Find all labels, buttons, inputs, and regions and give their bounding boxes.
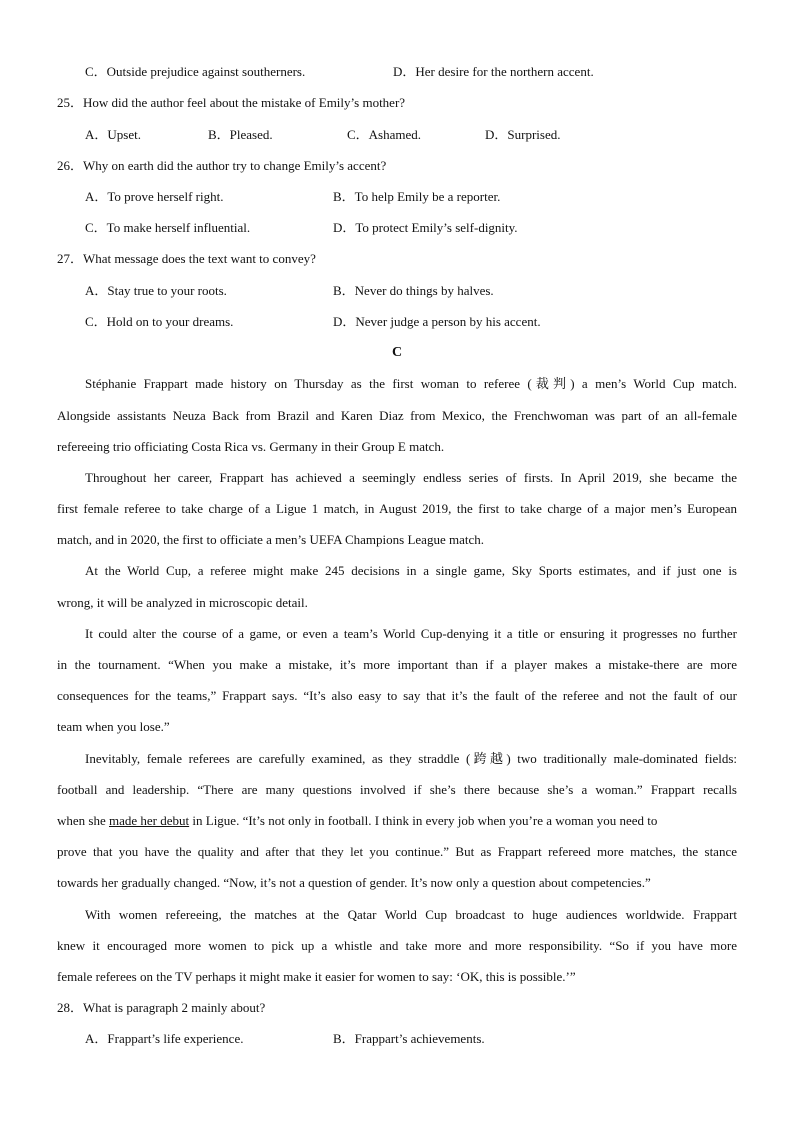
passage-line: match, and in 2020, the first to officiate a men’s UEFA Champions League match. <box>57 532 484 547</box>
option-letter: A． <box>85 283 108 298</box>
option-text: Frappart’s life experience. <box>107 1031 244 1046</box>
option-letter: A． <box>85 127 108 142</box>
q27-option-a <box>85 283 227 299</box>
passage-line: At the World Cup, a referee might make 245 decisions in a single game, Sky Sports estimates, and if just one is <box>85 563 737 578</box>
q26-option-b <box>333 189 500 205</box>
option-text: To help Emily be a reporter. <box>354 189 501 204</box>
underlined-phrase: made her debut <box>109 813 190 828</box>
q24-option-d <box>393 64 594 80</box>
passage-line: refereeing trio officiating Costa Rica vs. Germany in their Group E match. <box>57 439 445 454</box>
question-number: 28． <box>57 1000 84 1015</box>
option-letter: C． <box>85 314 107 329</box>
option-text: Upset. <box>107 127 141 142</box>
q25-stem <box>57 95 405 111</box>
option-text: To protect Emily’s self-dignity. <box>355 220 518 235</box>
passage-line: prove that you have the quality and after that they let you continue.” But as Frappart refereed more matches, the stance <box>57 844 737 859</box>
option-text: Surprised. <box>507 127 561 142</box>
q25-option-b <box>208 127 273 143</box>
option-text: Frappart’s achievements. <box>354 1031 485 1046</box>
question-text: How did the author feel about the mistake of Emily’s mother? <box>83 95 406 110</box>
question-number: 26． <box>57 158 84 173</box>
passage-text: in Ligue. “It’s not only in football. I think in every job when you’re a woman you need to <box>192 813 658 828</box>
passage-line: With women refereeing, the matches at the Qatar World Cup broadcast to huge audiences worldwide. Frappart <box>85 907 737 922</box>
option-letter: A． <box>85 1031 108 1046</box>
passage-line: consequences for the teams,” Frappart says. “It’s also easy to say that it’s the fault of the referee and not the fault of our <box>57 688 737 703</box>
question-text: What message does the text want to convey? <box>83 251 316 266</box>
passage-line: towards her gradually changed. “Now, it’s not a question of gender. It’s now only a question about competencies.” <box>57 875 651 890</box>
option-letter: C． <box>347 127 369 142</box>
passage-line: Alongside assistants Neuza Back from Brazil and Karen Diaz from Mexico, the Frenchwoman was part of an all-female <box>57 408 737 423</box>
passage-line: football and leadership. “There are many questions involved if she’s there because she’s a woman.” Frappart recalls <box>57 782 737 797</box>
q27-stem <box>57 251 316 267</box>
q25-option-d <box>485 127 560 143</box>
option-text: Stay true to your roots. <box>107 283 227 298</box>
option-text: Outside prejudice against southerners. <box>106 64 306 79</box>
option-letter: C． <box>85 64 107 79</box>
q28-option-b <box>333 1031 485 1047</box>
option-text: Ashamed. <box>368 127 422 142</box>
q26-stem <box>57 158 386 174</box>
option-letter: D． <box>333 314 356 329</box>
option-text: To make herself influential. <box>106 220 251 235</box>
option-text: To prove herself right. <box>107 189 224 204</box>
passage-line: Inevitably, female referees are carefully examined, as they straddle (跨越) two traditionally male-dominated fields: <box>85 751 737 766</box>
q28-option-a <box>85 1031 243 1047</box>
q27-option-d <box>333 314 541 330</box>
q27-option-c <box>85 314 233 330</box>
q25-option-a <box>85 127 141 143</box>
option-text: Never judge a person by his accent. <box>355 314 541 329</box>
q24-option-c <box>85 64 305 80</box>
option-letter: B． <box>333 189 355 204</box>
option-text: Hold on to your dreams. <box>106 314 234 329</box>
option-text: Pleased. <box>229 127 273 142</box>
option-letter: B． <box>333 283 355 298</box>
option-letter: B． <box>208 127 230 142</box>
question-text: Why on earth did the author try to change Emily’s accent? <box>83 158 387 173</box>
q25-option-c <box>347 127 421 143</box>
passage-line: knew it encouraged more women to pick up a whistle and take more and more responsibility. “So if you have more <box>57 938 737 953</box>
option-letter: B． <box>333 1031 355 1046</box>
passage-line: first female referee to take charge of a Ligue 1 match, in August 2019, the first to take charge of a major men’s European <box>57 501 737 516</box>
option-letter: D． <box>485 127 508 142</box>
q27-option-b <box>333 283 494 299</box>
option-letter: C． <box>85 220 107 235</box>
option-letter: D． <box>333 220 356 235</box>
question-number: 27． <box>57 251 84 266</box>
q26-option-c <box>85 220 250 236</box>
passage-line: Throughout her career, Frappart has achieved a seemingly endless series of firsts. In April 2019, she became the <box>85 470 737 485</box>
section-heading: C <box>391 345 403 360</box>
passage-line: team when you lose.” <box>57 719 170 734</box>
option-letter: D． <box>393 64 416 79</box>
q28-stem <box>57 1000 265 1016</box>
q26-option-d <box>333 220 518 236</box>
q26-option-a <box>85 189 223 205</box>
passage-line-with-underline <box>57 813 737 829</box>
passage-text: when she <box>57 813 106 828</box>
passage-line: Stéphanie Frappart made history on Thursday as the first woman to referee (裁判) a men’s World Cup match. <box>85 376 737 391</box>
passage-line: in the tournament. “When you make a mistake, it’s more important than if a player makes a mistake-there are more <box>57 657 737 672</box>
option-letter: A． <box>85 189 108 204</box>
option-text: Her desire for the northern accent. <box>415 64 594 79</box>
question-text: What is paragraph 2 mainly about? <box>83 1000 266 1015</box>
passage-line: wrong, it will be analyzed in microscopic detail. <box>57 595 308 610</box>
passage-line: female referees on the TV perhaps it might make it easier for women to say: ‘OK, this is possible.’” <box>57 969 576 984</box>
option-text: Never do things by halves. <box>354 283 494 298</box>
question-number: 25． <box>57 95 84 110</box>
passage-line: It could alter the course of a game, or even a team’s World Cup-denying it a title or ensuring it progresses no further <box>85 626 737 641</box>
